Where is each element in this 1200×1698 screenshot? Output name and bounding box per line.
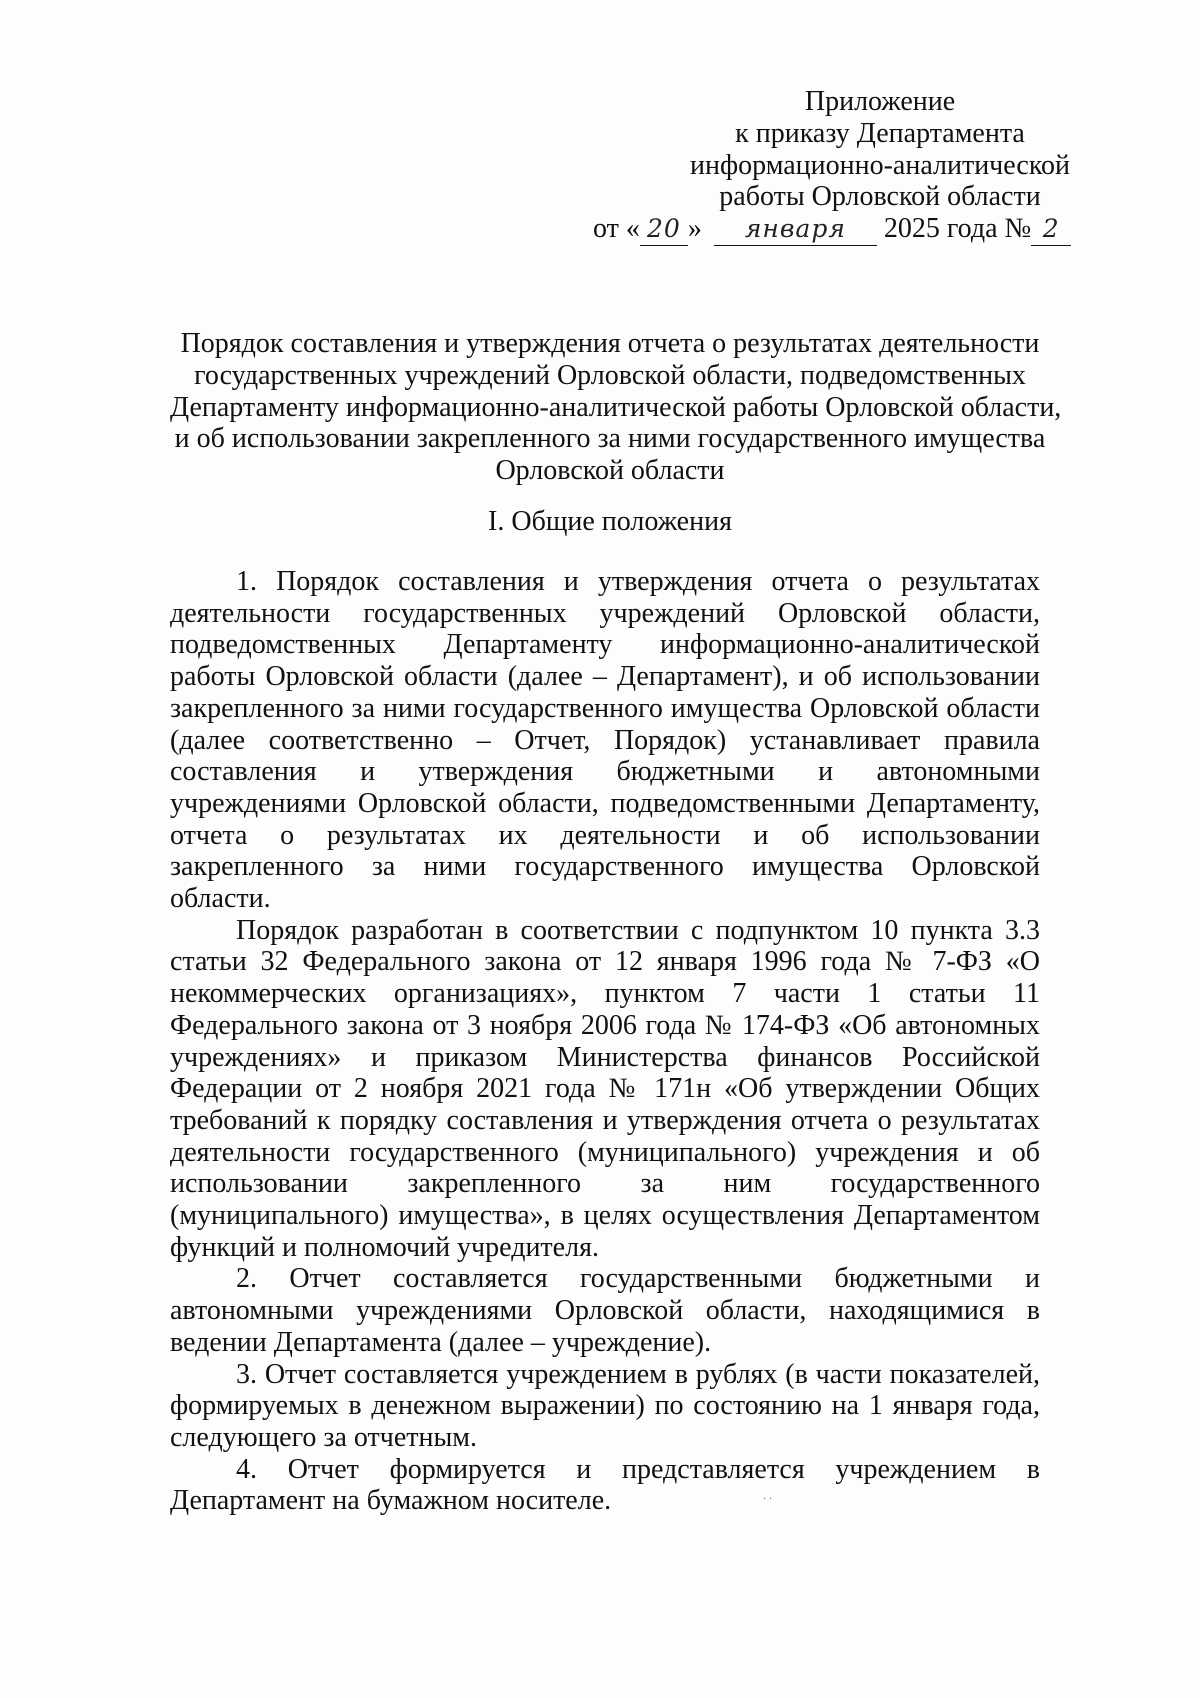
appendix-department-line1: информационно-аналитической: [690, 149, 1070, 181]
order-month-handwritten: января: [714, 213, 877, 246]
title-line: Департаменту информационно-аналитической работы Орловской области,: [170, 391, 1062, 423]
title-line: и об использовании закрепленного за ними государственного имущества: [174, 423, 1046, 455]
order-number-handwritten: 2: [1031, 213, 1071, 246]
scan-speck: · ·: [763, 1494, 773, 1505]
title-line: Орловской области: [495, 455, 725, 487]
title-line: государственных учреждений Орловской области, подведомственных: [194, 359, 1026, 391]
title-line: Порядок составления и утверждения отчета о результатах деятельности: [180, 328, 1040, 359]
appendix-label: Приложение: [804, 86, 956, 117]
document-body: [170, 566, 1040, 1517]
order-day-close: »: [687, 213, 702, 244]
appendix-order-ref: к приказу Департамента: [735, 117, 1025, 149]
order-year: 2025 года №: [883, 213, 1032, 244]
paragraph-4: 3. Отчет составляется учреждением в рублях (в части показателей, формируемых в денежном выражении) по состоянию на 1 января года, следующего за отчетным.: [170, 1358, 1040, 1453]
paragraph-5: 4. Отчет формируется и представляется учреждением в Департамент на бумажном носителе.: [170, 1453, 1040, 1517]
appendix-department-line2: работы Орловской области: [719, 181, 1041, 213]
document-title: [170, 328, 1062, 487]
paragraph-2: Порядок разработан в соответствии с подпунктом 10 пункта 3.3 статьи 32 Федерального закона от 12 января 1996 года № 7-ФЗ «О некоммерческих организациях», пунктом 7 части 1 статьи 11 Федерального закона от 3 ноября 2006 года № 174-ФЗ «Об автономных учреждениях» и приказом Министерства финансов Российской Федерации от 2 ноября 2021 года № 171н «Об утверждении Общих требований к порядку составления и утверждения отчета о результатах деятельности государственного (муниципального) учреждения и об использовании закрепленного за ним государственного (муниципального) имущества», в целях осуществления Департаментом функций и полномочий учредителя.: [170, 914, 1040, 1263]
appendix-header: [620, 86, 1140, 213]
order-day-handwritten: 20: [640, 213, 688, 246]
order-prefix: от «: [593, 213, 640, 244]
paragraph-3: 2. Отчет составляется государственными бюджетными и автономными учреждениями Орловской области, находящимися в ведении Департамента (далее – учреждение).: [170, 1263, 1040, 1358]
section-heading: I. Общие положения: [488, 506, 732, 537]
order-date-line: [593, 213, 1071, 246]
paragraph-1: 1. Порядок составления и утверждения отчета о результатах деятельности государственных учреждений Орловской области, подведомственных Департаменту информационно-аналитической работы Орловской области (далее – Департамент), и об использовании закрепленного за ними государственного имущества Орловской области (далее соответственно – Отчет, Порядок) устанавливает правила составления и утверждения бюджетными и автономными учреждениями Орловской области, подведомственными Департаменту, отчета о результатах их деятельности и об использовании закрепленного за ними государственного имущества Орловской области.: [170, 566, 1040, 915]
